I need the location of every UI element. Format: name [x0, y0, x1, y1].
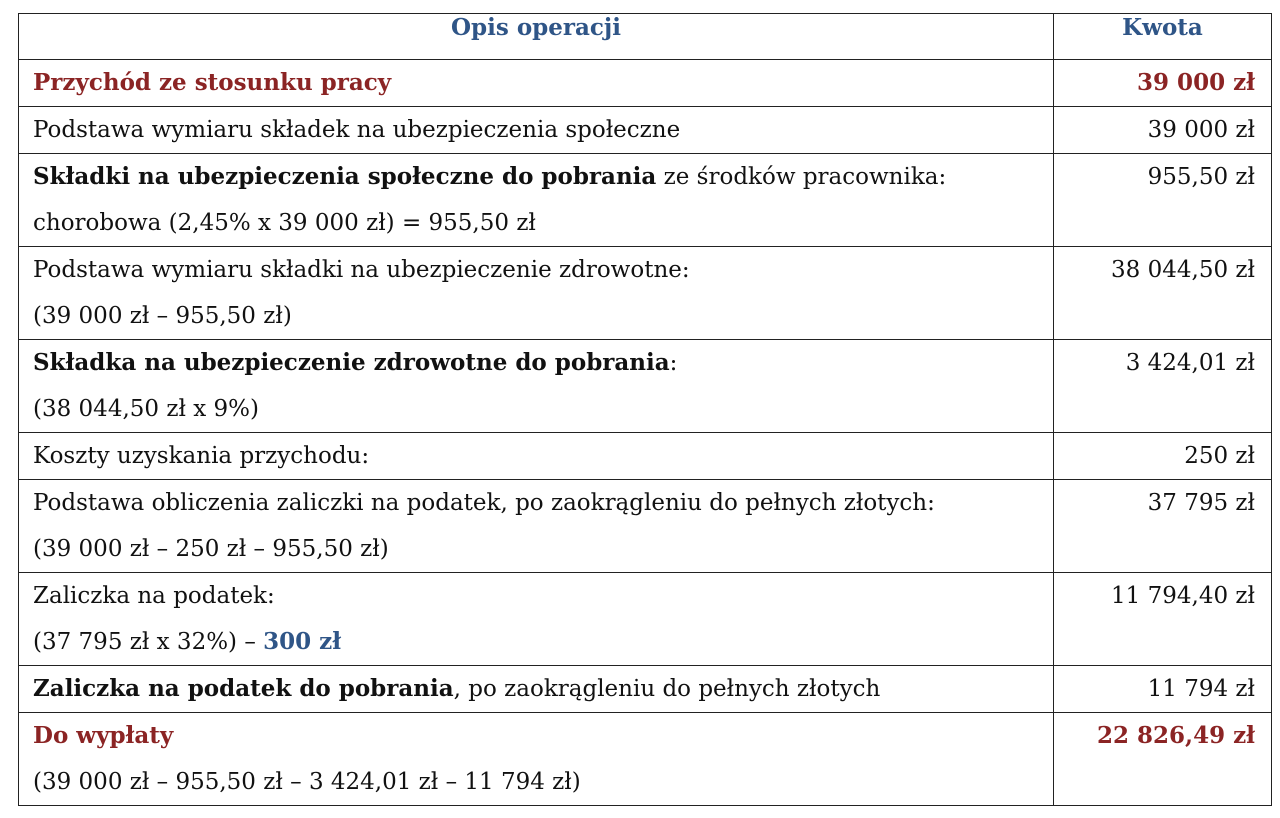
row-description: [19, 713, 1054, 806]
table-row: [19, 713, 1272, 806]
row-description: [19, 60, 1054, 107]
row-amount-cell: [1054, 154, 1272, 247]
row-amount-cell: [1054, 340, 1272, 433]
table-row: [19, 340, 1272, 433]
row-bold-text: Składka na ubezpieczenie zdrowotne do pobrania: [33, 349, 670, 376]
row-amount: 3 424,01 zł: [1125, 350, 1255, 376]
row-label: Do wypłaty: [33, 722, 174, 749]
header-description: Opis operacji: [19, 14, 1054, 60]
row-label: Koszty uzyskania przychodu:: [33, 443, 370, 469]
row-amount-cell: [1054, 433, 1272, 480]
row-label: Podstawa wymiaru składki na ubezpieczenie zdrowotne:: [33, 257, 690, 283]
header-amount: Kwota: [1054, 14, 1272, 60]
table-row: [19, 247, 1272, 340]
row-line: [19, 619, 1053, 665]
row-description: [19, 154, 1054, 247]
row-bold-text: Zaliczka na podatek do pobrania: [33, 675, 454, 702]
row-formula: (38 044,50 zł x 9%): [33, 396, 259, 422]
row-formula: (39 000 zł – 955,50 zł): [33, 303, 292, 329]
table-row: [19, 154, 1272, 247]
header-row: [19, 14, 1272, 60]
row-label: Podstawa wymiaru składek na ubezpieczenia społeczne: [33, 117, 681, 143]
row-amount-cell: [1054, 480, 1272, 573]
row-label: Zaliczka na podatek:: [33, 583, 275, 609]
row-amount: 11 794,40 zł: [1111, 583, 1255, 609]
row-amount-cell: [1054, 247, 1272, 340]
row-text: , po zaokrągleniu do pełnych złotych: [453, 676, 881, 702]
row-amount-cell: [1054, 713, 1272, 806]
row-amount: 22 826,49 zł: [1097, 722, 1255, 749]
row-amount-cell: [1054, 666, 1272, 713]
table-row: [19, 107, 1272, 154]
row-formula: (39 000 zł – 955,50 zł – 3 424,01 zł – 11 794 zł): [33, 769, 581, 795]
tax-calculation-table: [18, 13, 1272, 806]
row-line: [19, 340, 1053, 386]
row-description: [19, 340, 1054, 433]
row-description: [19, 666, 1054, 713]
row-formula: (39 000 zł – 250 zł – 955,50 zł): [33, 536, 389, 562]
row-text: ze środków pracownika:: [656, 164, 947, 190]
row-amount: 250 zł: [1184, 443, 1255, 469]
table-row: [19, 480, 1272, 573]
row-amount-cell: [1054, 573, 1272, 666]
row-label: Przychód ze stosunku pracy: [33, 69, 392, 96]
row-amount: 39 000 zł: [1137, 69, 1255, 96]
table-row: [19, 573, 1272, 666]
row-amount: 38 044,50 zł: [1111, 257, 1255, 283]
row-formula: chorobowa (2,45% x 39 000 zł) = 955,50 zł: [33, 210, 536, 236]
row-line: [19, 666, 1053, 712]
row-description: [19, 573, 1054, 666]
row-amount: 11 794 zł: [1147, 676, 1255, 702]
row-amount: 37 795 zł: [1147, 490, 1255, 516]
row-amount-cell: [1054, 60, 1272, 107]
row-line: [19, 154, 1053, 200]
row-formula: (37 795 zł x 32%) –: [33, 629, 264, 655]
row-label: Podstawa obliczenia zaliczki na podatek, po zaokrągleniu do pełnych złotych:: [33, 490, 935, 516]
table-row: [19, 60, 1272, 107]
row-amount: 39 000 zł: [1147, 117, 1255, 143]
row-amount-cell: [1054, 107, 1272, 154]
row-description: [19, 107, 1054, 154]
table-row: [19, 666, 1272, 713]
row-accent-amount: 300 zł: [263, 628, 342, 655]
row-amount: 955,50 zł: [1147, 164, 1255, 190]
row-description: [19, 247, 1054, 340]
row-bold-text: Składki na ubezpieczenia społeczne do pobrania: [33, 163, 657, 190]
row-text: :: [669, 350, 678, 376]
table-row: [19, 433, 1272, 480]
row-description: [19, 433, 1054, 480]
row-description: [19, 480, 1054, 573]
